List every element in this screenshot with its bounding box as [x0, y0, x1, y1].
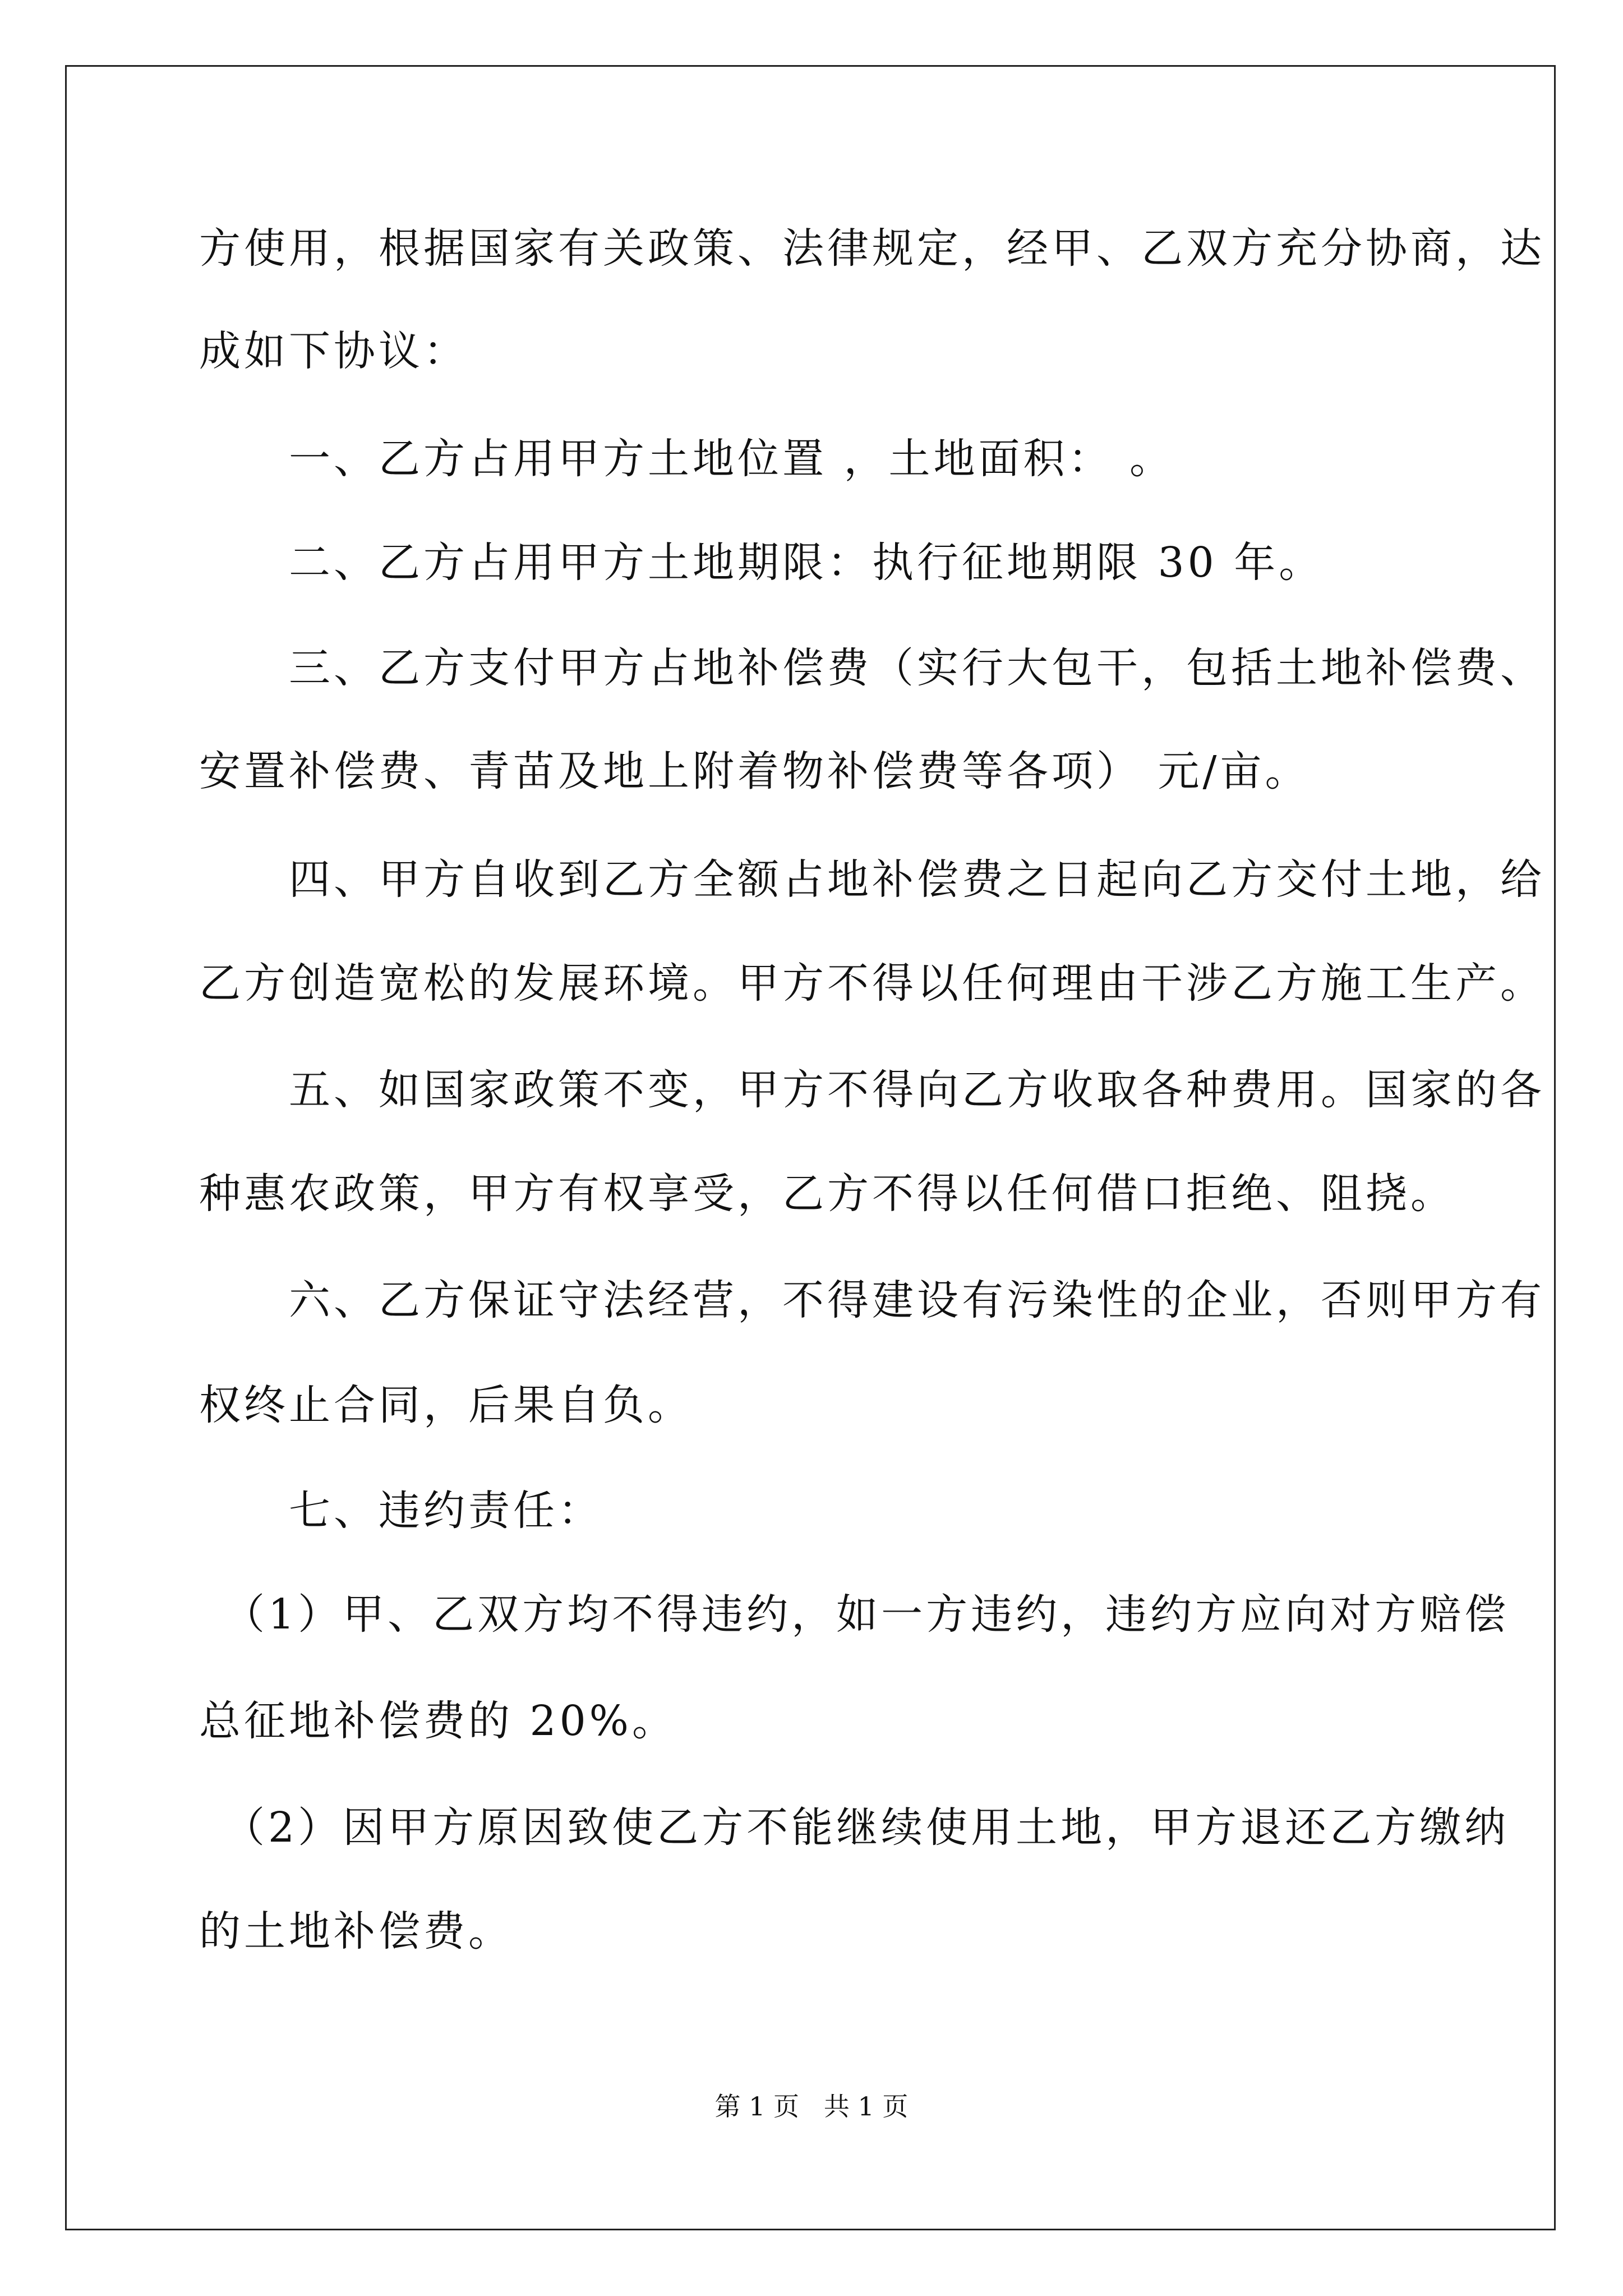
text-line: 的土地补偿费。: [199, 1907, 513, 1955]
text-line: 三、乙方支付甲方占地补偿费（实行大包干，包括土地补偿费、: [199, 644, 1545, 692]
page-footer: 第 1 页 共 1 页: [714, 2091, 909, 2122]
text-line: 成如下协议：: [199, 327, 468, 375]
text-line: 乙方创造宽松的发展环境。甲方不得以任何理由干涉乙方施工生产。: [199, 959, 1545, 1007]
text-line: 方使用，根据国家有关政策、法律规定，经甲、乙双方充分协商，达: [199, 224, 1545, 273]
text-line: 种惠农政策，甲方有权享受，乙方不得以任何借口拒绝、阻挠。: [199, 1170, 1455, 1218]
text-line: 五、如国家政策不变，甲方不得向乙方收取各种费用。国家的各: [199, 1066, 1545, 1114]
text-line: 安置补偿费、青苗及地上附着物补偿费等各项） 元/亩。: [199, 747, 1310, 795]
text-line: 权终止合同，后果自负。: [199, 1381, 693, 1429]
text-line: （1）甲、乙双方均不得违约，如一方违约，违约方应向对方赔偿: [199, 1590, 1510, 1639]
text-line: （2）因甲方原因致使乙方不能继续使用土地，甲方退还乙方缴纳: [199, 1803, 1510, 1852]
text-line: 四、甲方自收到乙方全额占地补偿费之日起向乙方交付土地，给: [199, 855, 1545, 904]
text-line: 七、违约责任：: [199, 1487, 603, 1535]
text-line: 总征地补偿费的 20%。: [199, 1697, 677, 1745]
text-line: 六、乙方保证守法经营，不得建设有污染性的企业，否则甲方有: [199, 1276, 1545, 1324]
text-line: 二、乙方占用甲方土地期限：执行征地期限 30 年。: [199, 539, 1324, 587]
text-line: 一、乙方占用甲方土地位置 ，土地面积： 。: [199, 435, 1175, 483]
